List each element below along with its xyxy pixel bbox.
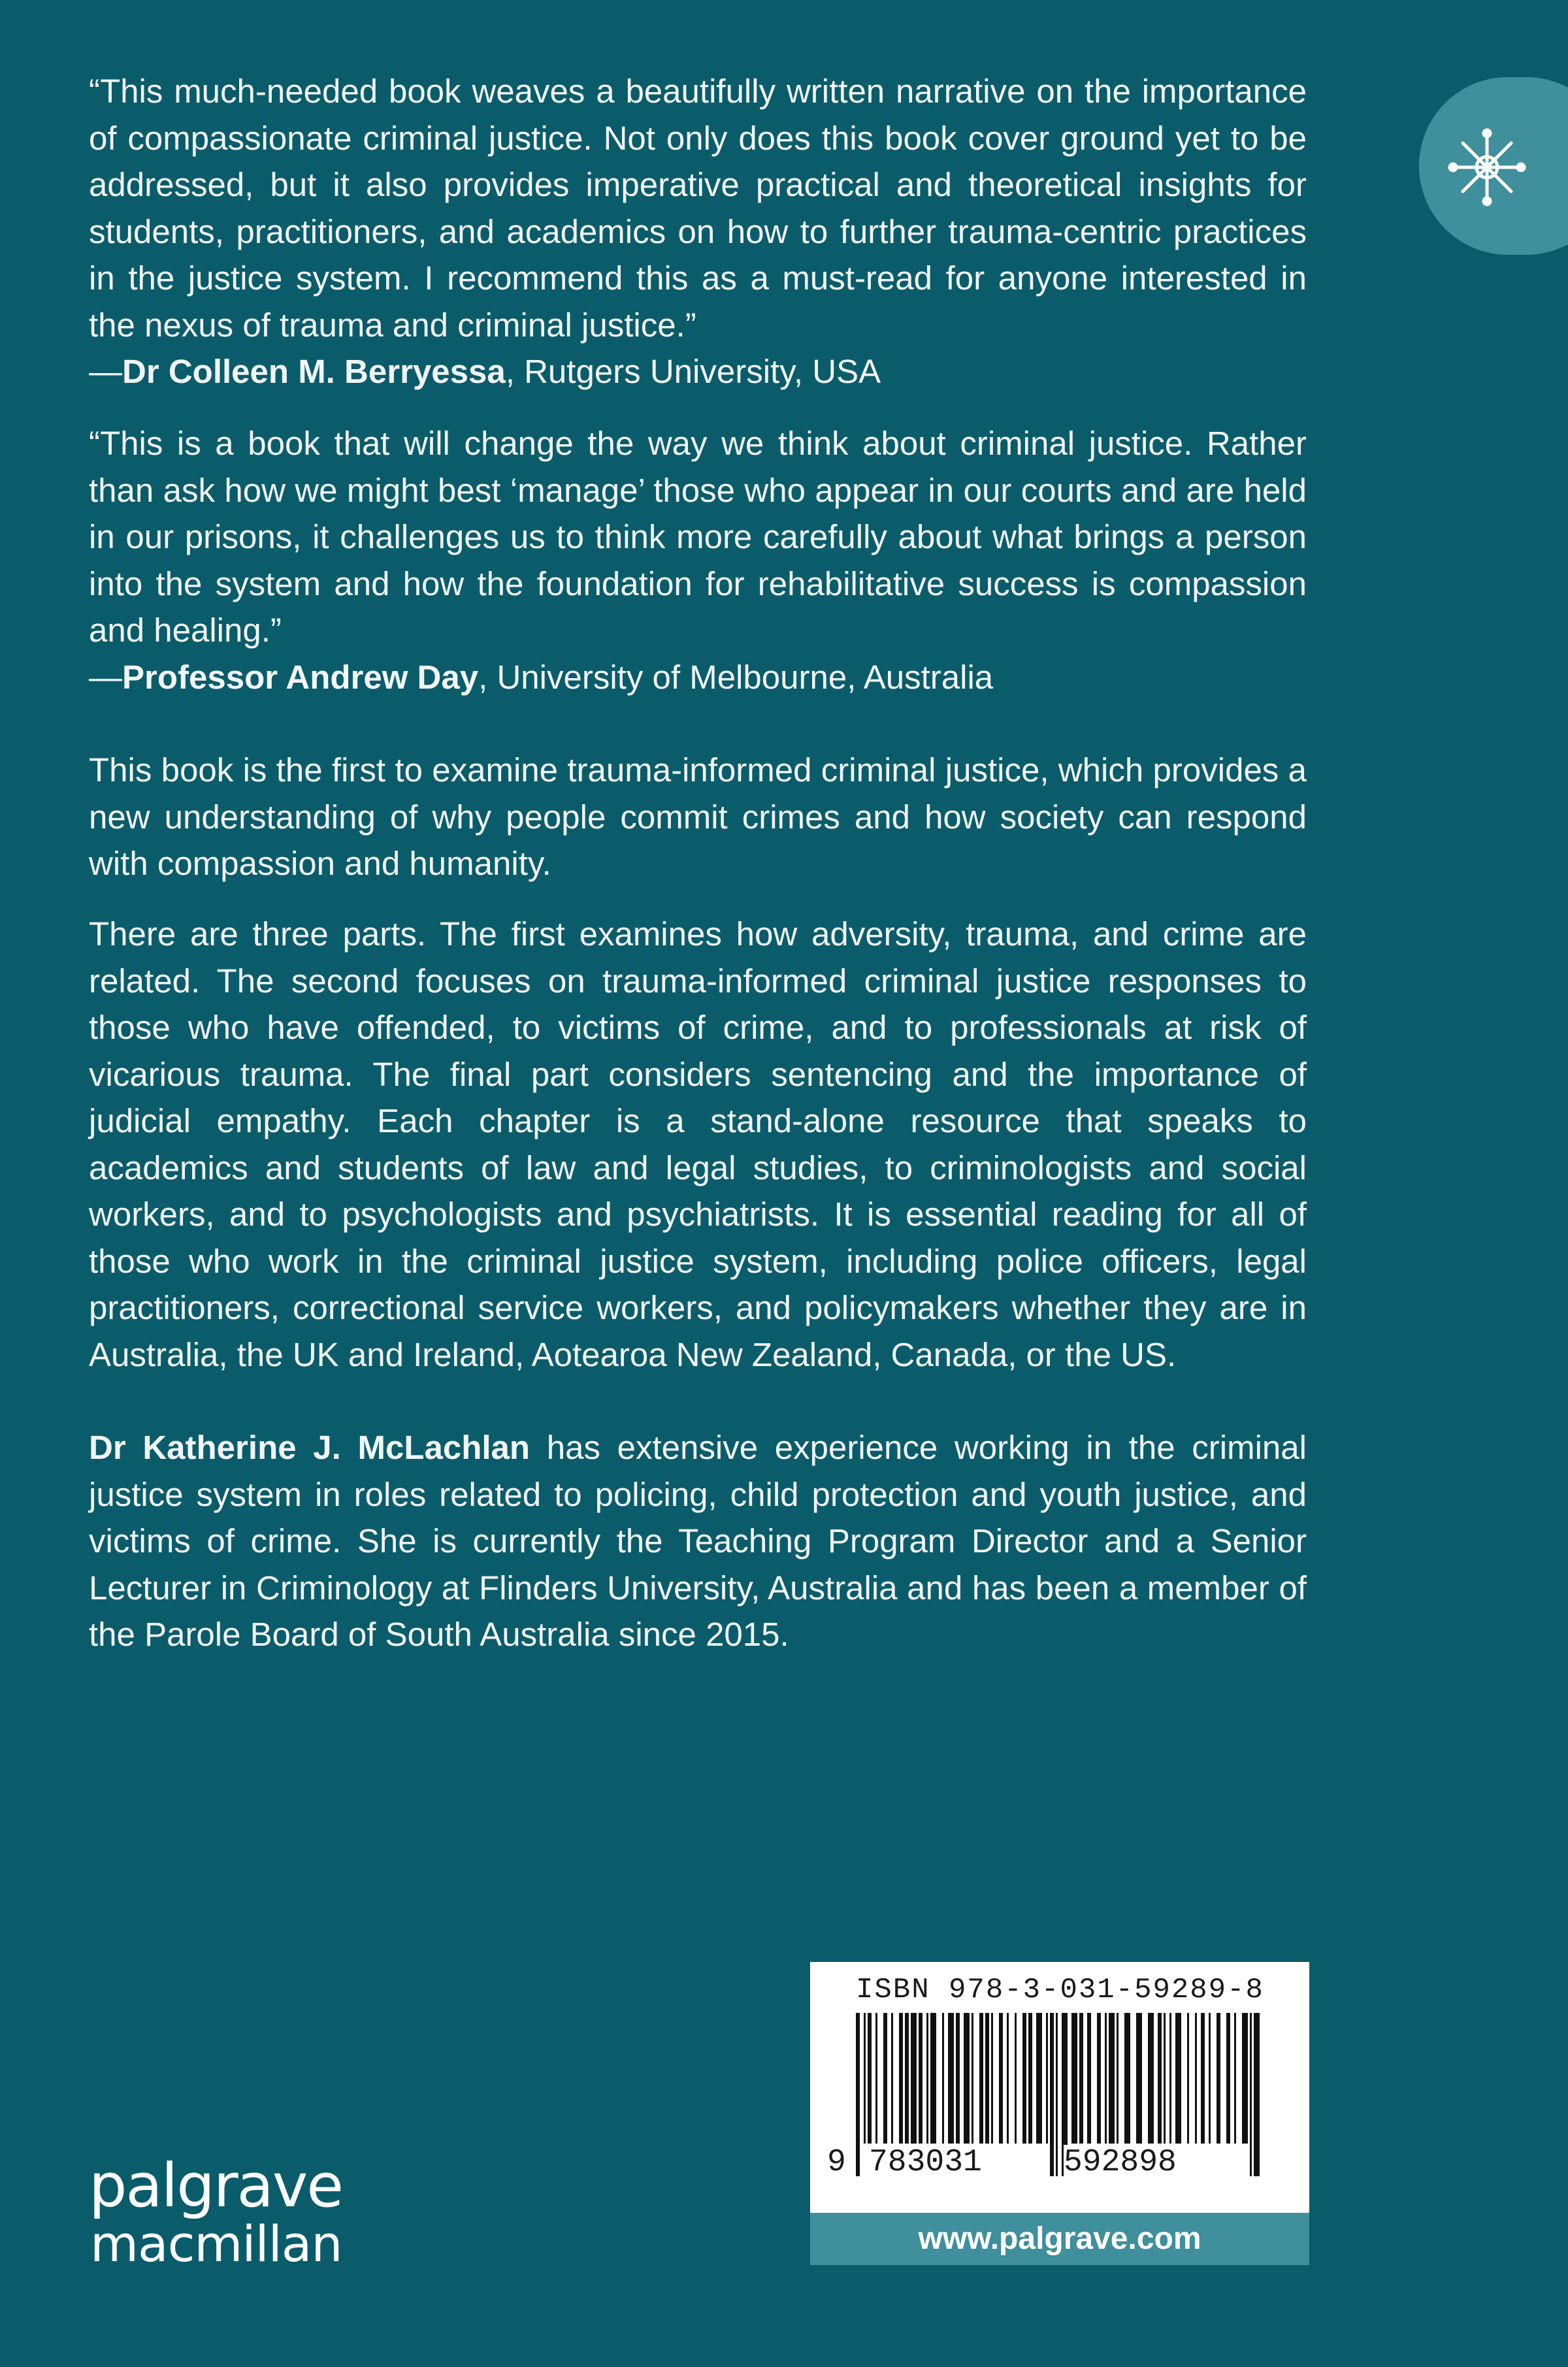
quote-author: Professor Andrew Day	[122, 658, 479, 696]
publisher-website: www.palgrave.com	[810, 2213, 1309, 2265]
barcode-bar	[1169, 2013, 1171, 2144]
barcode-bar	[875, 2013, 877, 2144]
barcode-bar	[1234, 2013, 1236, 2144]
barcode-bar	[1007, 2013, 1009, 2144]
barcode-bar	[1136, 2013, 1142, 2144]
barcode-bar	[1217, 2013, 1220, 2144]
barcode-bar	[1036, 2013, 1042, 2144]
book-description-paragraph-2	[89, 911, 1307, 1378]
barcode-bar	[964, 2013, 970, 2144]
barcode-bar	[1105, 2013, 1107, 2144]
barcode-bar	[1164, 2013, 1166, 2144]
barcode-digits	[827, 2145, 1261, 2185]
barcode-bar	[1195, 2013, 1197, 2144]
palgrave-star-icon	[1448, 128, 1526, 206]
barcode-bar	[1097, 2013, 1101, 2144]
barcode-bar	[1158, 2013, 1162, 2144]
endorsement-quote-2	[89, 420, 1307, 700]
barcode-bar	[1209, 2013, 1211, 2144]
quote-text: “This is a book that will change the way we think about criminal justice. Rather than ask how we might best ‘manage’ those who appear in our courts and are held in our prisons, it challenges us to think more carefully about what brings a person into the system and how the foundation for rehabilitative success is compassion and healing.”	[89, 425, 1307, 649]
barcode-bar	[1242, 2013, 1248, 2144]
description-text: There are three parts. The first examines how adversity, trauma, and crime are related. The second focuses on trauma-informed criminal justice responses to those who have offended, to victims of crime, and to professionals at risk of vicarious trauma. The final part considers sentencing and the importance of judicial empathy. Each chapter is a stand-alone resource that speaks to academics and students of law and legal studies, to criminologists and social workers, and to psychologists and psychiatrists. It is essential reading for all of those who work in the criminal justice system, including police officers, legal practitioners, correctional service workers, and policymakers whether they are in Australia, the UK and Ireland, Aotearoa New Zealand, Canada, or the US.	[89, 915, 1307, 1373]
quote-text: “This much-needed book weaves a beautifully written narrative on the importance of compassionate criminal justice. Not only does this book cover ground yet to be addressed, but it also provides imperative practical and theoretical insights for students, practitioners, and academics on how to further trauma-centric practices in the justice system. I recommend this as a must-read for anyone interested in the nexus of trauma and criminal justice.”	[89, 73, 1307, 344]
barcode-bar	[1148, 2013, 1154, 2144]
barcode-bar	[956, 2013, 960, 2144]
barcode-bar	[942, 2013, 944, 2144]
barcode-bar	[1175, 2013, 1181, 2144]
barcode-digit-group: 592898	[1064, 2145, 1177, 2180]
logo-line-2: macmillan	[90, 2215, 342, 2273]
barcode-bar	[1117, 2013, 1119, 2144]
bio-body: has extensive experience working in the criminal justice system in roles related to policing, child protection and youth justice, and victims of crime. She is currently the Teaching Program Director and a Senior Lecturer in Criminology at Flinders University, Australia and has been a member of the Parole Board of South Australia since 2015.	[89, 1429, 1307, 1653]
quote-author: Dr Colleen M. Berryessa	[122, 353, 506, 390]
barcode-bar	[883, 2013, 887, 2144]
barcode-bar	[864, 2013, 866, 2144]
barcode-bar	[1187, 2013, 1189, 2144]
barcode-bar	[868, 2013, 872, 2144]
publisher-logo	[89, 2153, 370, 2274]
barcode-bar	[919, 2013, 923, 2144]
barcode-bar	[985, 2013, 989, 2144]
isbn-label: ISBN 978-3-031-59289-8	[856, 1974, 1264, 2006]
barcode-bar	[891, 2013, 893, 2144]
endorsement-quote-1	[89, 68, 1307, 395]
quote-attribution	[89, 348, 1307, 395]
barcode-bar	[926, 2013, 928, 2144]
barcode-bar	[948, 2013, 954, 2144]
author-name: Dr Katherine J. McLachlan	[89, 1429, 531, 1466]
barcode-bar	[1079, 2013, 1083, 2144]
book-description-paragraph-1	[89, 747, 1307, 887]
logo-line-1: palgrave	[89, 2151, 342, 2221]
description-text: This book is the first to examine trauma-informed criminal justice, which provides a new understanding of why people commit crimes and how society can respond with compassion and humanity.	[89, 751, 1307, 882]
barcode-bar	[972, 2013, 973, 2144]
barcode-bar	[930, 2013, 936, 2144]
barcode-bar	[1015, 2013, 1017, 2144]
barcode-bar	[1201, 2013, 1205, 2144]
quote-attribution	[89, 654, 1307, 701]
publisher-tab	[1419, 77, 1568, 255]
barcode-bar	[991, 2013, 993, 2144]
barcode-bar	[1071, 2013, 1077, 2144]
attribution-dash: —	[89, 658, 122, 696]
barcode-bar	[905, 2013, 909, 2144]
quote-affiliation: , University of Melbourne, Australia	[478, 658, 994, 696]
attribution-dash: —	[89, 353, 122, 390]
barcode-bar	[911, 2013, 917, 2144]
barcode-bar	[1046, 2013, 1048, 2144]
barcode-bar	[1087, 2013, 1091, 2144]
barcode-digit-group: 783031	[869, 2145, 982, 2180]
barcode-bar	[1028, 2013, 1032, 2144]
quote-affiliation: , Rutgers University, USA	[505, 353, 881, 390]
barcode-bar	[1109, 2013, 1115, 2144]
barcode-digit-group: 9	[827, 2145, 846, 2180]
bio-text	[89, 1424, 1307, 1658]
barcode-bar	[899, 2013, 903, 2144]
author-bio	[89, 1424, 1307, 1658]
barcode-bar	[1124, 2013, 1130, 2144]
barcode-bar	[979, 2013, 983, 2144]
barcode-bar	[1022, 2013, 1026, 2144]
barcode-bar	[999, 2013, 1003, 2144]
barcode-bar	[1226, 2013, 1230, 2144]
